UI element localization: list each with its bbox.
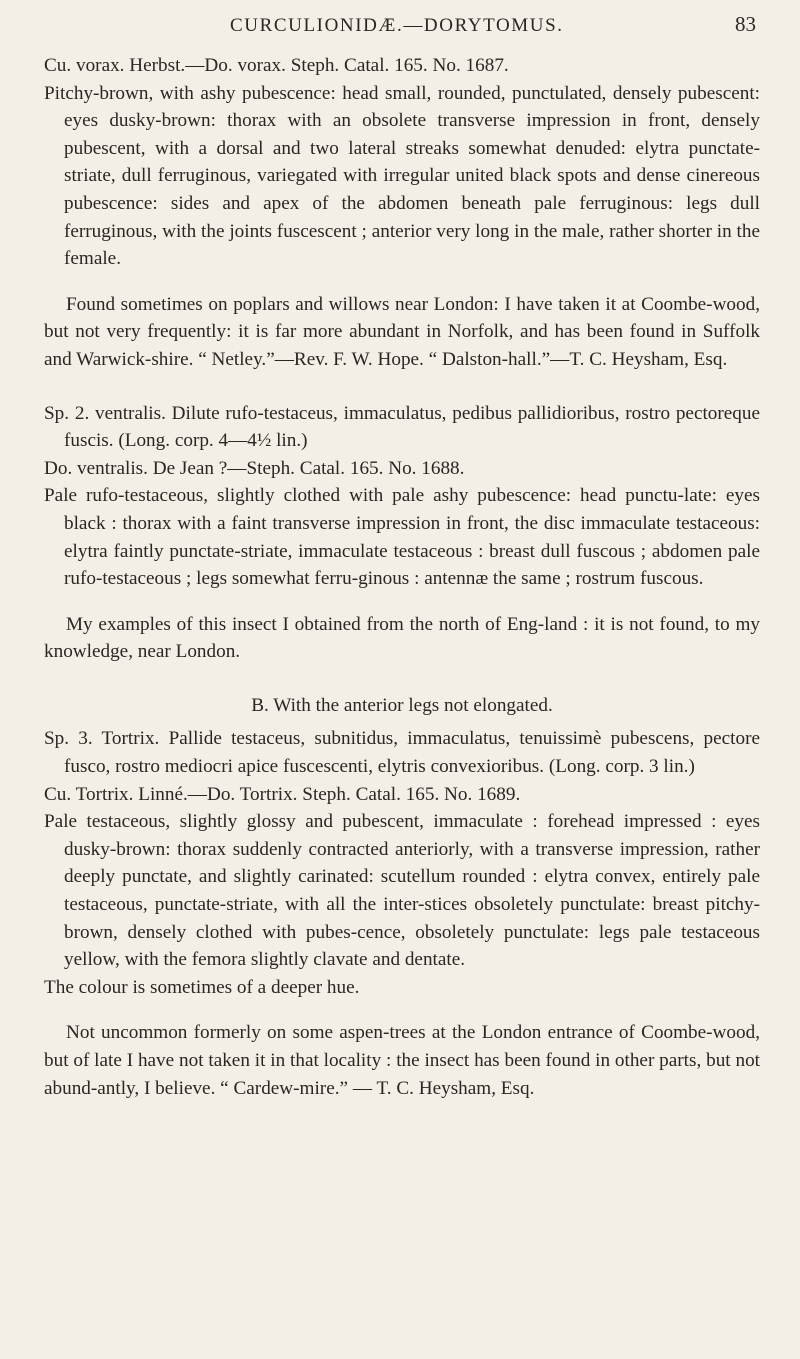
running-head: CURCULIONIDÆ.—DORYTOMUS.	[230, 15, 564, 36]
page-header	[44, 12, 760, 52]
sp3-tortrix-diagnosis: Sp. 3. Tortrix. Pallide testaceus, subnitidus, immaculatus, tenuissimè pubescens, pectore fusco, rostro mediocri apice fuscescenti, elytris convexioribus. (Long. corp. 3 lin.)	[44, 728, 760, 778]
do-ventralis-synonymy: Do. ventralis. De Jean ?—Steph. Catal. 165. No. 1688.	[44, 457, 465, 479]
tortrix-colour-note: The colour is sometimes of a deeper hue.	[44, 976, 360, 998]
section-b-heading: B. With the anterior legs not elongated.	[251, 694, 553, 716]
text-body	[44, 52, 760, 1102]
ventralis-locality: My examples of this insect I obtained from the north of Eng-land : it is not found, to my knowledge, near London.	[44, 613, 760, 663]
page-number: 83	[735, 12, 756, 36]
ventralis-description: Pale rufo-testaceous, slightly clothed with pale ashy pubescence: head punctu-late: eyes black : thorax with a faint transverse impression in front, the disc immaculate testaceous: elytra faintly punctate-striate, immaculate testaceous : breast dull fuscous ; abdomen pale rufo-testaceous ; legs somewhat ferru-ginous : antennæ the same ; rostrum fuscous.	[44, 485, 760, 590]
tortrix-locality: Not uncommon formerly on some aspen-trees at the London entrance of Coombe-wood, but of late I have not taken it in that locality : the insect has been found in other parts, but not abund-antly, I believe. “ Cardew-mire.” — T. C. Heysham, Esq.	[44, 1022, 760, 1099]
vorax-locality: Found sometimes on poplars and willows near London: I have taken it at Coombe-wood, but not very frequently: it is far more abundant in Norfolk, and has been found in Suffolk and Warwick-shire. “ Netley.”—Rev. F. W. Hope. “ Dalston-hall.”—T. C. Heysham, Esq.	[44, 293, 760, 370]
sp2-ventralis-diagnosis: Sp. 2. ventralis. Dilute rufo-testaceus, immaculatus, pedibus pallidioribus, rostro pectoreque fuscis. (Long. corp. 4—4½ lin.)	[44, 402, 760, 452]
tortrix-description: Pale testaceous, slightly glossy and pubescent, immaculate : forehead impressed : eyes dusky-brown: thorax suddenly contracted anteriorly, with a transverse impression, rather deeply punctate, and slightly carinated: scutellum rounded : elytra convex, entirely pale testaceous, punctate-striate, with all the inter-stices obsoletely punctulate: breast pitchy-brown, densely clothed with pubes-cence, obsoletely punctulate: legs pale testaceous yellow, with the femora slightly clavate and dentate.	[44, 811, 760, 971]
vorax-description: Pitchy-brown, with ashy pubescence: head small, rounded, punctulated, densely pubescent: eyes dusky-brown: thorax with an obsolete transverse impression in front, densely pubescent, with a dorsal and two lateral streaks somewhat denuded: elytra punctate-striate, dull ferruginous, variegated with irregular united black spots and dense cinereous pubescence: sides and apex of the abdomen beneath pale ferruginous: legs dull ferruginous, with the joints fuscescent ; anterior very long in the male, rather shorter in the female.	[44, 82, 760, 270]
cu-vorax-synonymy: Cu. vorax. Herbst.—Do. vorax. Steph. Catal. 165. No. 1687.	[44, 55, 509, 76]
cu-tortrix-synonymy: Cu. Tortrix. Linné.—Do. Tortrix. Steph. Catal. 165. No. 1689.	[44, 783, 521, 805]
